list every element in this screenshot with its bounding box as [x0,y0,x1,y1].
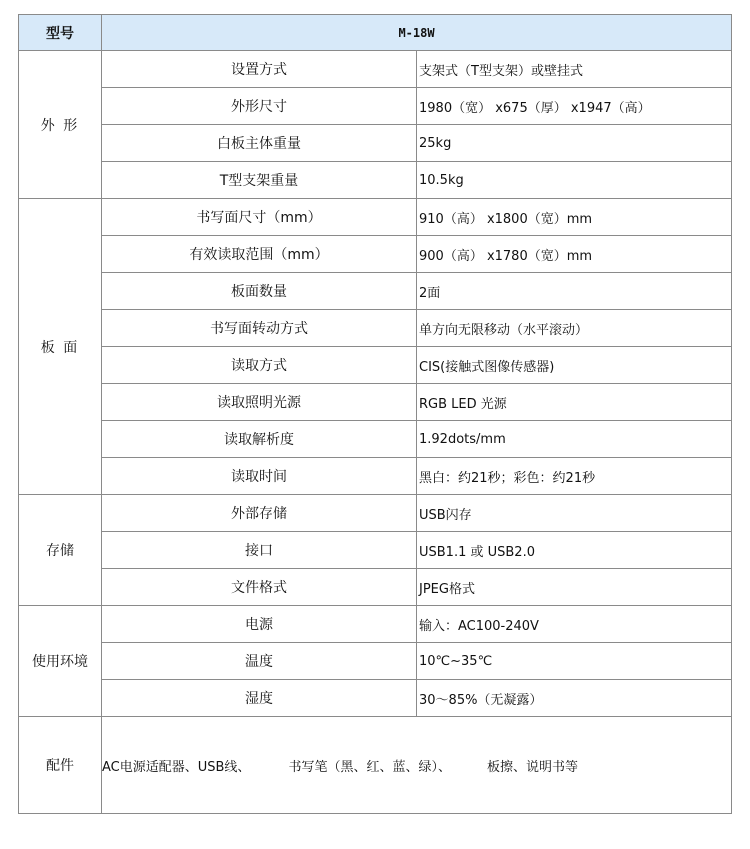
table-row [19,532,732,569]
accessory-item: AC电源适配器、USB线、 [102,759,251,775]
spec-value: 1980（宽） x675（厚） x1947（高） [417,88,732,125]
accessories-row [19,717,732,814]
model-value: M-18W [102,15,732,51]
spec-value: 2面 [417,273,732,310]
spec-value: 输入：AC100-240V [417,606,732,643]
spec-label: 读取方式 [102,347,417,384]
table-row [19,569,732,606]
table-row [19,680,732,717]
header-row [19,15,732,51]
table-row [19,236,732,273]
spec-label: 读取照明光源 [102,384,417,421]
spec-value: USB1.1 或 USB2.0 [417,532,732,569]
table-row [19,495,732,532]
spec-value: 支架式（T型支架）或壁挂式 [417,51,732,88]
spec-value: 25kg [417,125,732,162]
spec-value: 30～85%（无凝露） [417,680,732,717]
spec-value: 黑白：约21秒；彩色：约21秒 [417,458,732,495]
spec-label: 读取时间 [102,458,417,495]
table-row [19,199,732,236]
spec-value: 1.92dots/mm [417,421,732,458]
spec-label: 书写面转动方式 [102,310,417,347]
table-row [19,643,732,680]
table-row [19,421,732,458]
spec-value: 单方向无限移动（水平滚动） [417,310,732,347]
spec-label: 接口 [102,532,417,569]
table-row [19,347,732,384]
table-row [19,310,732,347]
spec-label: 白板主体重量 [102,125,417,162]
spec-label: T型支架重量 [102,162,417,199]
spec-value: USB闪存 [417,495,732,532]
spec-label: 外形尺寸 [102,88,417,125]
spec-label: 温度 [102,643,417,680]
table-row [19,384,732,421]
table-row [19,606,732,643]
group-exterior: 外 形 [19,51,102,199]
spec-label: 读取解析度 [102,421,417,458]
spec-value: 10.5kg [417,162,732,199]
group-environment: 使用环境 [19,606,102,717]
table-row [19,162,732,199]
spec-label: 板面数量 [102,273,417,310]
spec-label: 电源 [102,606,417,643]
spec-value: 910（高） x1800（宽）mm [417,199,732,236]
table-row [19,51,732,88]
group-storage: 存储 [19,495,102,606]
spec-label: 外部存储 [102,495,417,532]
table-row [19,88,732,125]
spec-value: JPEG格式 [417,569,732,606]
accessory-item: 书写笔（黑、红、蓝、绿）、 [288,759,451,775]
spec-label: 文件格式 [102,569,417,606]
spec-value: 900（高） x1780（宽）mm [417,236,732,273]
spec-value: RGB LED 光源 [417,384,732,421]
table-row [19,458,732,495]
accessory-item: 板擦、说明书等 [486,759,578,775]
model-label: 型号 [19,15,102,51]
spec-value: 10℃~35℃ [417,643,732,680]
spec-label: 湿度 [102,680,417,717]
accessories-value [102,717,732,814]
spec-label: 有效读取范围（mm） [102,236,417,273]
table-row [19,273,732,310]
group-accessories: 配件 [19,717,102,814]
spec-label: 设置方式 [102,51,417,88]
spec-table [18,14,732,814]
group-board-surface: 板 面 [19,199,102,495]
spec-label: 书写面尺寸（mm） [102,199,417,236]
table-row [19,125,732,162]
spec-value: CIS(接触式图像传感器) [417,347,732,384]
